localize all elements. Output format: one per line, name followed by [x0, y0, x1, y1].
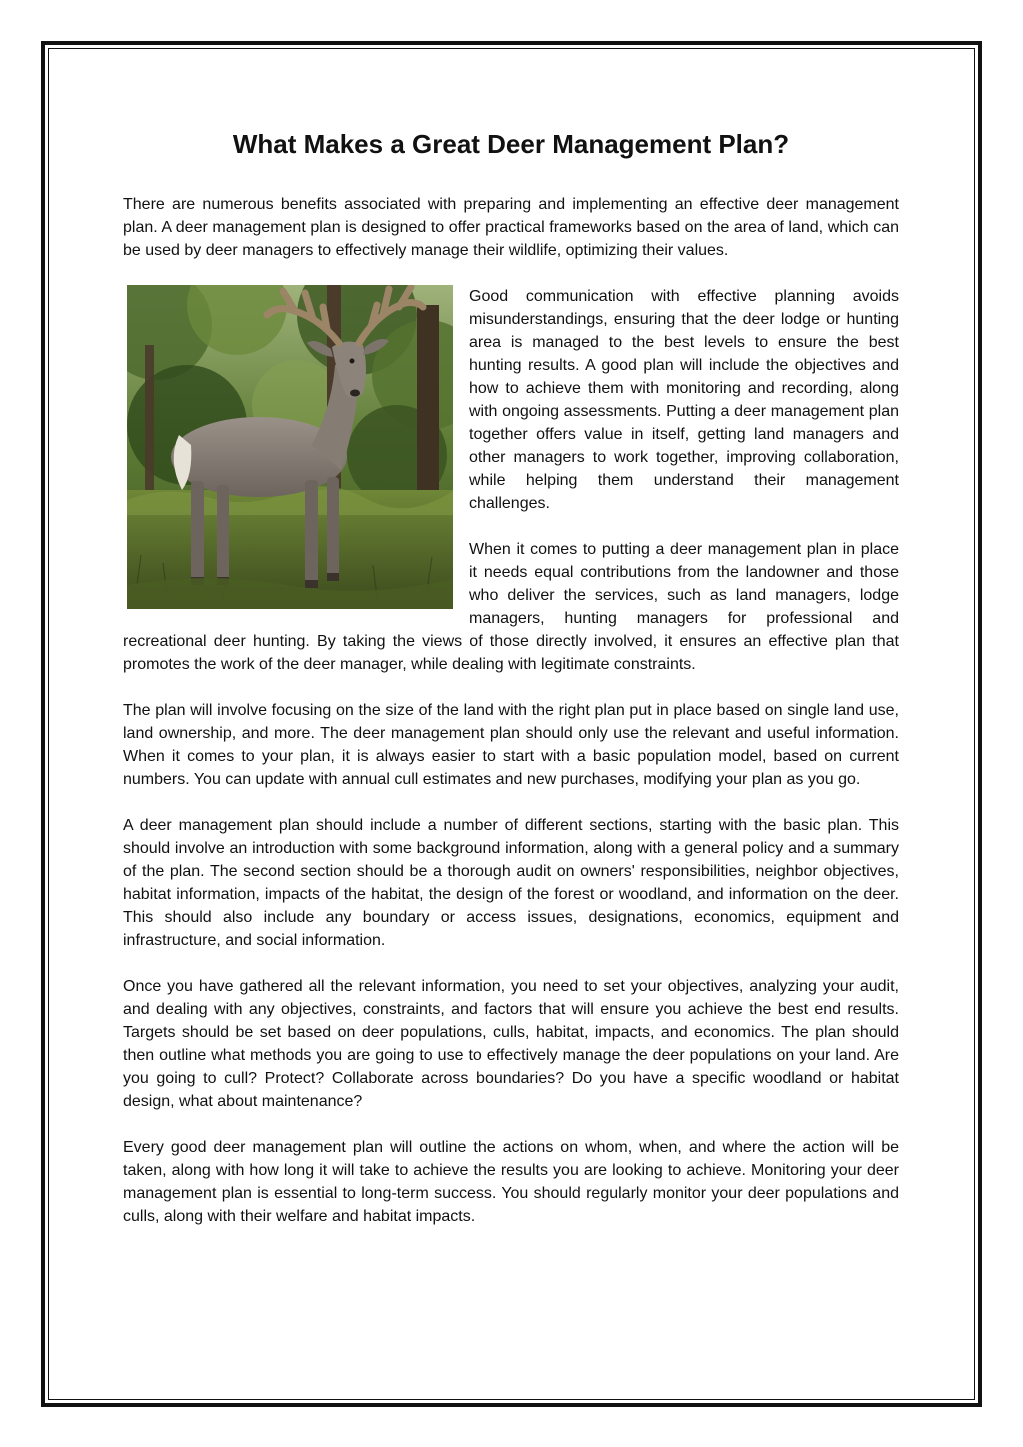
- paragraph-monitoring: Every good deer management plan will outline the actions on whom, when, and where the action will be taken, along with how long it will take to achieve the results you are looking to achieve. Monitoring your deer management plan is essential to long-term success. You should regularly monitor your deer populations and culls, along with their welfare and habitat impacts.: [123, 1139, 899, 1225]
- deer-photo: [127, 285, 453, 609]
- document-title: What Makes a Great Deer Management Plan?: [232, 129, 790, 159]
- paragraph-land-size: The plan will involve focusing on the size of the land with the right plan put in place based on single land use, land ownership, and more. The deer management plan should only use the relevant and useful information. When it comes to your plan, it is always easier to start with a basic population model, based on current numbers. You can update with annual cull estimates and new purchases, modifying your plan as you go.: [123, 702, 899, 788]
- paragraph-communication: Good communication with effective planning avoids misunderstandings, ensuring that the deer lodge or hunting area is managed to the best levels to ensure the best hunting results. A good plan will include the objectives and how to achieve them with monitoring and recording, along with ongoing assessments. Putting a deer management plan together offers value in itself, getting land managers and other managers to work together, improving collaboration, while helping them understand their management challenges.: [469, 288, 899, 512]
- paragraph-sections: A deer management plan should include a number of different sections, starting with the basic plan. This should involve an introduction with some background information, along with a general policy and a summary of the plan. The second section should be a thorough audit on owners' responsibilities, neighbor objectives, habitat information, impacts of the habitat, the design of the forest or woodland, and information on the deer. This should also include any boundary or access issues, designations, economics, equipment and infrastructure, and social information.: [123, 817, 899, 949]
- document-body: [123, 125, 899, 1251]
- paragraph-objectives: Once you have gathered all the relevant information, you need to set your objectives, analyzing your audit, and dealing with any objectives, constraints, and factors that will ensure you achieve the best end results. Targets should be set based on deer populations, culls, habitat, impacts, and economics. The plan should then outline what methods you are going to use to effectively manage the deer populations on your land. Are you going to cull? Protect? Collaborate across boundaries? Do you have a specific woodland or habitat design, what about maintenance?: [123, 978, 899, 1110]
- paragraph-contributions: When it comes to putting a deer management plan in place it needs equal contributions from the landowner and those who deliver the services, such as land managers, lodge managers, hunting managers for professional and recreational deer hunting. By taking the views of those directly involved, it ensures an effective plan that promotes the work of the deer manager, while dealing with legitimate constraints.: [123, 541, 899, 673]
- paragraph-intro: There are numerous benefits associated with preparing and implementing an effective deer management plan. A deer management plan is designed to offer practical frameworks based on the area of land, which can be used by deer managers to effectively manage their wildlife, optimizing their values.: [123, 196, 899, 259]
